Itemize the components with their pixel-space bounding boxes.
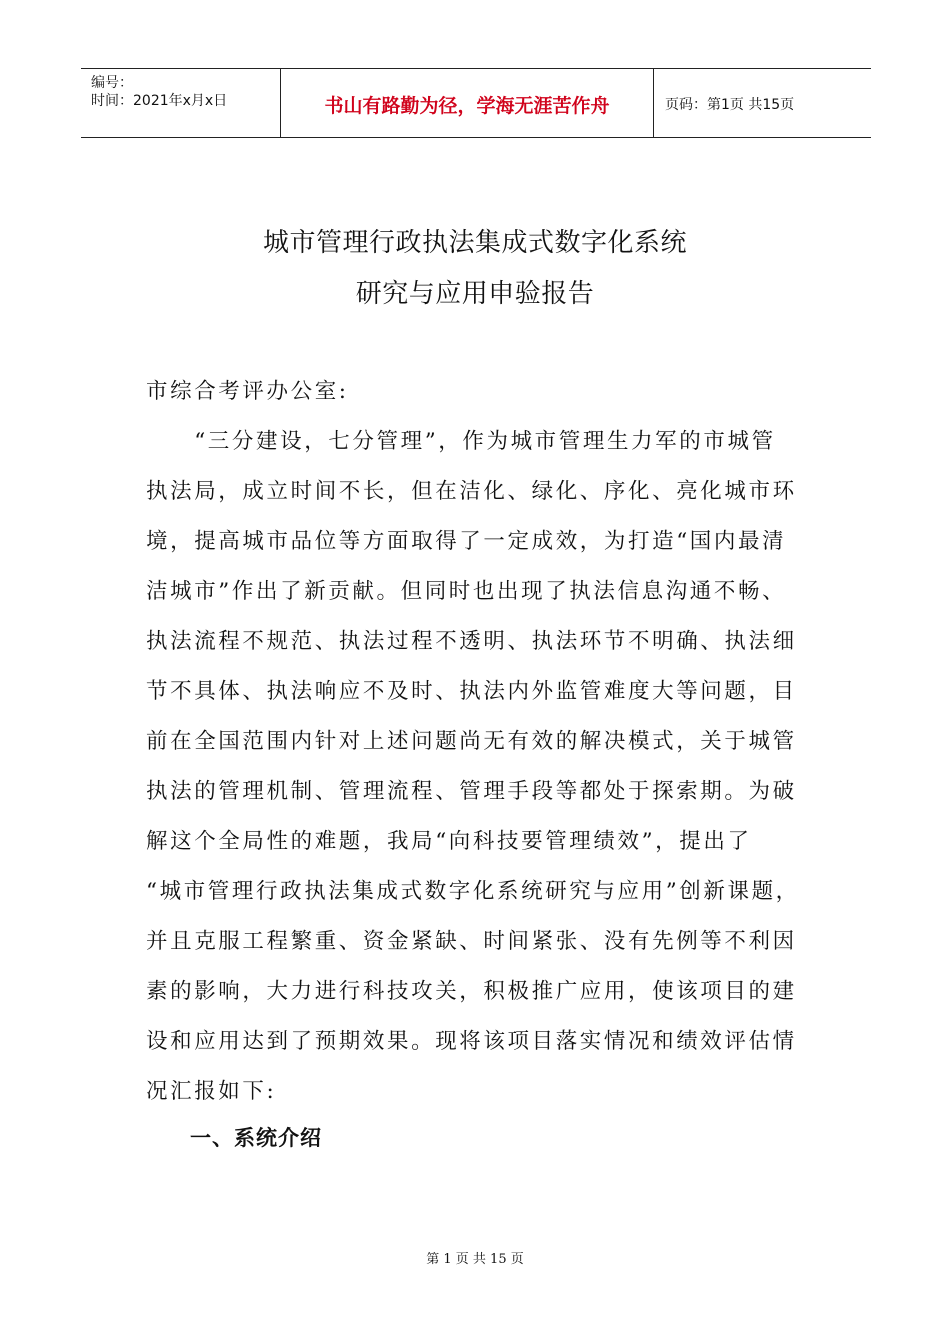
salutation: 市综合考评办公室: (146, 379, 349, 404)
document-title-line-1: 城市管理行政执法集成式数字化系统 (262, 228, 687, 258)
page-header-table (81, 68, 871, 138)
body-line: 境，提高城市品位等方面取得了一定成效，为打造“国内最清 (146, 529, 787, 554)
number-label: 编号： (91, 75, 133, 91)
time-label: 时间：2021年x月x日 (91, 93, 228, 109)
body-line: “三分建设，七分管理”，作为城市管理生力军的市城管 (146, 429, 776, 454)
body-line: 执法流程不规范、执法过程不透明、执法环节不明确、执法细 (146, 629, 797, 654)
body-line: “城市管理行政执法集成式数字化系统研究与应用”创新课题， (146, 879, 800, 904)
body-line: 设和应用达到了预期效果。现将该项目落实情况和绩效评估情 (146, 1029, 797, 1054)
body-line: 执法的管理机制、管理流程、管理手段等都处于探索期。为破 (146, 779, 797, 804)
header-page-info: 页码：第1页 共15页 (665, 97, 795, 113)
body-line: 节不具体、执法响应不及时、执法内外监管难度大等问题，目 (146, 679, 797, 704)
body-line: 并且克服工程繁重、资金紧缺、时间紧张、没有先例等不利因 (146, 929, 797, 954)
body-line: 解这个全局性的难题，我局“向科技要管理绩效”，提出了 (146, 829, 752, 854)
header-meta-cell (81, 69, 279, 137)
document-title-line-2: 研究与应用申验报告 (355, 279, 595, 309)
header-motto-cell (280, 69, 654, 137)
body-line: 素的影响，大力进行科技攻关，积极推广应用，使该项目的建 (146, 979, 797, 1004)
body-line: 况汇报如下: (146, 1079, 277, 1104)
header-motto: 书山有路勤为径，学海无涯苦作舟 (324, 95, 610, 117)
body-line: 执法局，成立时间不长，但在洁化、绿化、序化、亮化城市环 (146, 479, 797, 504)
body-line: 洁城市”作出了新贡献。但同时也出现了执法信息沟通不畅、 (146, 579, 787, 604)
page-footer: 第 1 页 共 15 页 (426, 1252, 524, 1267)
section-heading: 一、系统介绍 (190, 1126, 322, 1150)
header-page-cell (653, 69, 871, 137)
body-line: 前在全国范围内针对上述问题尚无有效的解决模式，关于城管 (146, 729, 797, 754)
